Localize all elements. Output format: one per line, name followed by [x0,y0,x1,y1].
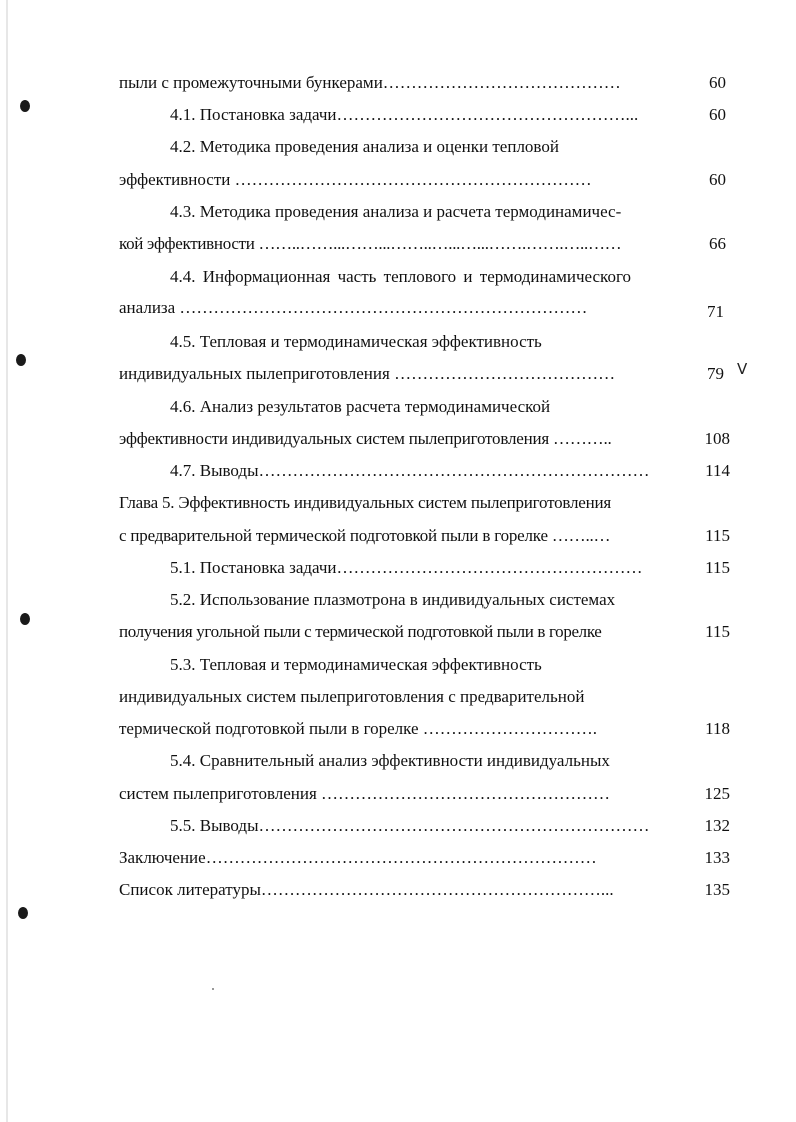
toc-line: 4.7. Выводы…………………………………………………………… 114 [170,461,730,480]
toc-line: с предварительной термической подготовкой пыли в горелке ……..… 115 [119,526,730,545]
toc-line: 4.5. Тепловая и термодинамическая эффективность [170,332,542,351]
toc-line: анализа ……………………………………………………………… 71 [119,298,724,321]
scan-dot [212,988,214,990]
toc-line: индивидуальных систем пылеприготовления с предварительной [119,687,585,706]
handwritten-check-mark: V [737,360,748,378]
toc-line: эффективности индивидуальных систем пылеприготовления ……….. 108 [119,429,730,448]
toc-line: 5.2. Использование плазмотрона в индивидуальных системах [170,590,616,609]
toc-line: эффективности ……………………………………………………… 60 [119,170,726,189]
toc-line: Заключение…………………………………………………………… 133 [119,848,730,867]
toc-line: 4.3. Методика проведения анализа и расчета термодинамичес- [170,202,622,221]
toc-line: индивидуальных пылеприготовления ………………………………… 79 [119,364,724,383]
toc-line: 5.5. Выводы…………………………………………………………… 132 [170,816,730,835]
toc-line: 4.2. Методика проведения анализа и оценки тепловой [170,137,559,156]
toc-line: пыли с промежуточными бункерами…………………………………… 60 [119,73,726,92]
toc-line: Глава 5. Эффективность индивидуальных систем пылеприготовления [119,493,612,512]
toc-line: получения угольной пыли с термической подготовкой пыли в горелке 115 [119,622,730,641]
toc-line: 5.1. Постановка задачи……………………………………………… 115 [170,558,730,577]
toc-line: термической подготовкой пыли в горелке …………………………. 118 [119,719,730,738]
toc-line: 4.1. Постановка задачи……………………………………………... 60 [170,105,726,124]
toc-line: 4.6. Анализ результатов расчета термодинамической [170,397,551,416]
toc-line: 5.4. Сравнительный анализ эффективности индивидуальных [170,751,610,770]
toc-line: Список литературы……………………………………………………... 135 [119,880,730,899]
punch-hole-3 [20,613,30,625]
punch-hole-4 [18,907,28,919]
punch-hole-1 [20,100,30,112]
margin-scan-edge [6,0,8,1122]
toc-line: кой эффективности ……..……...……...……..…...…...…….…….…..…… 66 [119,234,726,253]
toc-line: 4.4. Информационная часть теплового и термодинамического [170,267,632,286]
toc-line: 5.3. Тепловая и термодинамическая эффективность [170,655,542,674]
punch-hole-2 [16,354,26,366]
toc-line: систем пылеприготовления …………………………………………… 125 [119,784,730,803]
